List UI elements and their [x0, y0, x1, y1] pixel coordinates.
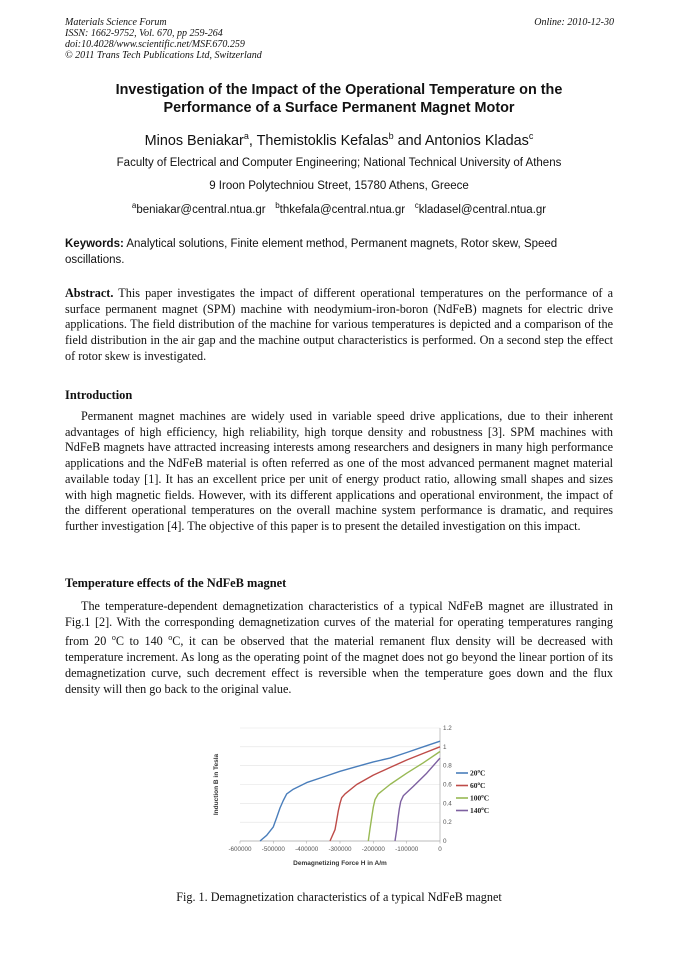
y-tick-label: 1 [443, 743, 447, 751]
abstract-text: This paper investigates the impact of different operational temperatures on the performance of a surface permanent magnet (SPM) machine with neodymium-iron-boron (NdFeB) magnets for electric drive applications. The field distribution of the machine for various temperatures is depicted and a comparison of the field distribution in the air gap and the machine output characteristics is performed. On a second step the effect of rotor skew is investigated. [65, 286, 613, 363]
x-tick-label: -100000 [395, 846, 419, 853]
author-sup: a [243, 131, 249, 141]
series-line-60c [330, 747, 440, 841]
author-sup: c [528, 131, 534, 141]
abstract-label: Abstract. [65, 286, 114, 300]
series-line-100c [368, 752, 440, 842]
paper-title [60, 81, 618, 117]
degree-sup: o [111, 633, 116, 643]
author-name: Themistoklis Kefalas [256, 132, 389, 149]
y-tick-label: 0.8 [443, 762, 452, 770]
chart-gridlines [240, 728, 440, 841]
figure-caption: Fig. 1. Demagnetization characteristics of a typical NdFeB magnet [176, 890, 502, 904]
section-heading-introduction: Introduction [65, 388, 133, 402]
degree-sup: o [168, 633, 173, 643]
temperature-paragraph [65, 599, 613, 697]
chart-series-lines [260, 741, 440, 841]
y-tick-label: 0.2 [443, 819, 452, 827]
legend-label: 20$^o$C [470, 768, 486, 778]
author-sup: b [388, 131, 394, 141]
email-list [0, 201, 678, 216]
doi-line: doi:10.4028/www.scientific.net/MSF.670.259 [65, 39, 245, 50]
abstract [65, 286, 613, 365]
copyright-line: © 2011 Trans Tech Publications Ltd, Switzerland [65, 50, 262, 61]
y-tick-label: 1.2 [443, 725, 452, 732]
x-tick-label: -300000 [328, 846, 352, 853]
title-line-1: Investigation of the Impact of the Operational Temperature on the [115, 82, 563, 98]
email-sup: a [131, 201, 137, 210]
y-tick-label: 0.6 [443, 781, 452, 789]
y-tick-label: 0.4 [443, 800, 452, 808]
running-header [65, 17, 262, 61]
x-tick-label: -500000 [261, 846, 285, 853]
paragraph-text: The temperature-dependent demagnetization characteristics of a typical NdFeB magnet are illustrated in Fig.1 [2]. With the corresponding demagnetization curves of the material for operating temperatures ranging from 20 [65, 599, 613, 649]
x-axis-label: Demagnetizing Force H in A/m [293, 860, 387, 867]
email-sup: b [275, 201, 280, 210]
x-tick-label: -200000 [361, 846, 385, 853]
email-sup: c [414, 201, 419, 210]
y-axis-label: Induction B in Tesla [213, 753, 220, 816]
keywords-text: Analytical solutions, Finite element method, Permanent magnets, Rotor skew, Speed oscillations. [65, 238, 558, 266]
affiliation-line-1: Faculty of Electrical and Computer Engineering; National Technical University of Athens [116, 157, 562, 169]
issn-line: ISSN: 1662-9752, Vol. 670, pp 259-264 [65, 28, 223, 39]
legend-label: 100$^o$C [470, 793, 490, 803]
x-tick-label: 0 [438, 846, 442, 853]
legend-label: 140$^o$C [470, 806, 490, 816]
x-tick-label: -400000 [295, 846, 319, 853]
author-name: Antonios Kladas [424, 132, 529, 149]
section-heading-temperature: Temperature effects of the NdFeB magnet [65, 576, 287, 590]
series-line-20c [260, 741, 440, 841]
paragraph-text: C to 140 [115, 634, 169, 649]
chart-legend [456, 769, 489, 816]
affiliation-line-2: 9 Iroon Polytechniou Street, 15780 Athens, Greece [209, 180, 469, 192]
author-name: Minos Beniakar [144, 132, 244, 149]
online-date: Online: 2010-12-30 [534, 17, 614, 28]
author-list [0, 131, 678, 149]
journal-name: Materials Science Forum [65, 17, 167, 28]
title-line-2: Performance of a Surface Permanent Magnet Motor [163, 100, 515, 116]
paragraph-text: C, it can be observed that the material remanent flux density will be decreased with temperature increment. As long as the operating point of the magnet does not go beyond the linear portion of its demagnetization curve, such decrement effect is reversible when the temperature goes down and the flux density will then go back to the original value. [65, 634, 614, 696]
y-tick-label: 0 [443, 838, 447, 845]
email-link[interactable]: thkefala@central.ntua.gr [279, 203, 406, 216]
series-line-140c [395, 758, 440, 841]
email-link[interactable]: beniakar@central.ntua.gr [136, 203, 266, 216]
introduction-paragraph: Permanent magnet machines are widely used in variable speed drive applications, due to their inherent advantages of high efficiency, high reliability, high torque density and robustness [3]. SPM machines with NdFeB magnets have attracted increasing interests among researchers and designers in many high performance applications and the NdFeB material is often referred as one of the most advanced permanent magnet material available today [1]. It has an excellent price per unit of energy product ratio, allowing small shapes and sizes with high magnetic fields. However, with its different applications and operational environment, the impact of the different operational temperatures on the overall machine system performance is dramatic, and requires further investigation [4]. The objective of this paper is to present the detailed investigation on this impact. [65, 409, 613, 533]
legend-label: 60$^o$C [470, 781, 486, 791]
author-separator: and [393, 132, 425, 149]
x-axis-ticks [228, 841, 442, 853]
y-axis-ticks [443, 725, 452, 845]
x-tick-label: -600000 [228, 846, 252, 853]
demagnetization-chart [200, 722, 500, 877]
email-link[interactable]: kladasel@central.ntua.gr [418, 203, 547, 216]
keywords [65, 236, 613, 268]
author-separator: , [248, 132, 257, 149]
keywords-label: Keywords: [65, 238, 124, 250]
